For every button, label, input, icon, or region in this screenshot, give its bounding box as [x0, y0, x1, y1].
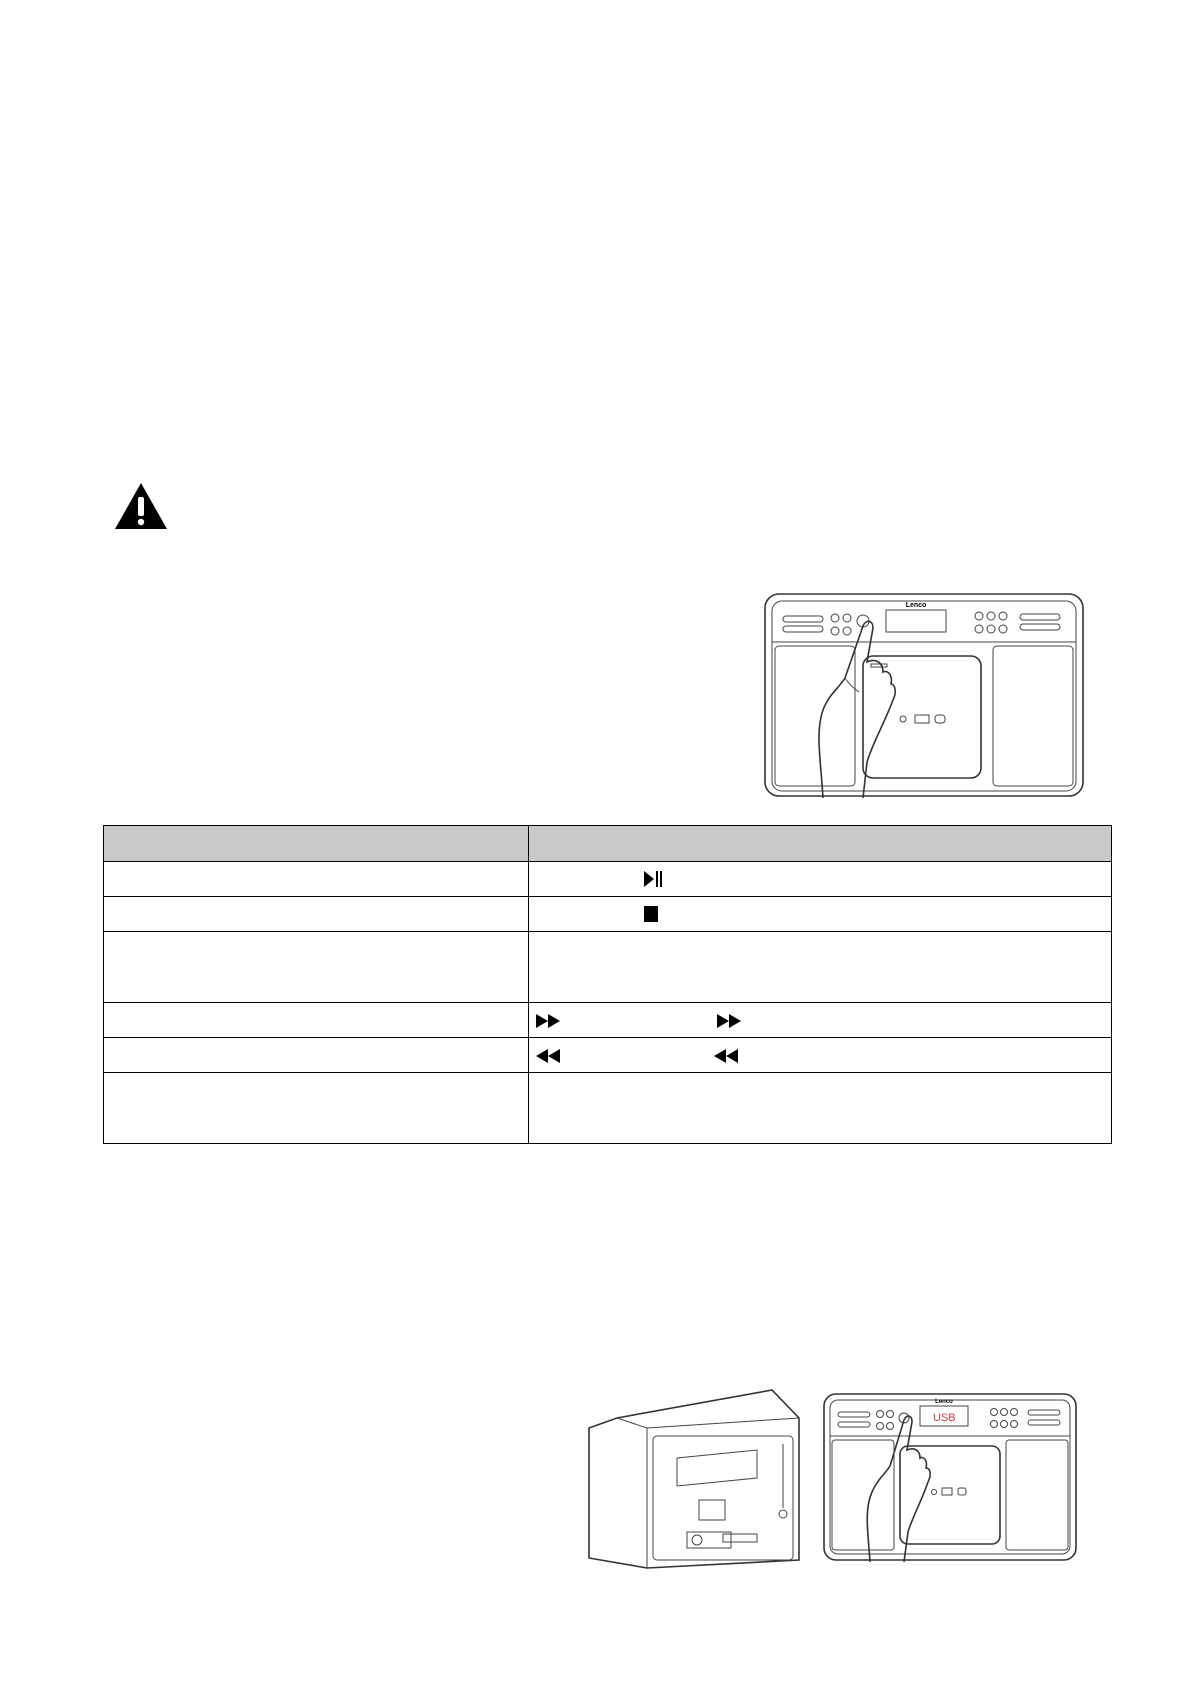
- header-function: [104, 826, 529, 862]
- row-function: [104, 862, 529, 897]
- table-header-row: [104, 826, 1112, 862]
- row-action: [529, 1003, 1112, 1038]
- fast-forward-icon: [535, 1013, 561, 1029]
- table-row: [104, 1038, 1112, 1073]
- usb-display-text: USB: [933, 1412, 956, 1424]
- table-row: [104, 1003, 1112, 1038]
- rewind-icon: [535, 1048, 561, 1064]
- table-row: [104, 897, 1112, 932]
- table-row: [104, 932, 1112, 1003]
- fast-forward-icon: [716, 1013, 742, 1029]
- row-action: [529, 897, 1112, 932]
- row-action: [529, 932, 1112, 1003]
- table-row: [104, 862, 1112, 897]
- play-pause-icon: [643, 870, 663, 888]
- row-action: [529, 1073, 1112, 1144]
- front-device-brand: Lenco: [935, 1399, 953, 1405]
- warning-triangle-icon: [114, 482, 168, 530]
- row-function: [104, 932, 529, 1003]
- operations-table: [103, 825, 1112, 1144]
- row-function: [104, 897, 529, 932]
- table-row: [104, 1073, 1112, 1144]
- header-action: [529, 826, 1112, 862]
- device-usb-illustration: [822, 1392, 1078, 1562]
- device-back-illustration: [587, 1388, 802, 1570]
- stop-icon: [643, 905, 659, 923]
- row-action: [529, 1038, 1112, 1073]
- rewind-icon: [713, 1048, 739, 1064]
- row-function: [104, 1073, 529, 1144]
- device-front-illustration: [763, 592, 1085, 798]
- row-action: [529, 862, 1112, 897]
- row-function: [104, 1038, 529, 1073]
- row-function: [104, 1003, 529, 1038]
- top-device-brand: Lenco: [905, 602, 927, 609]
